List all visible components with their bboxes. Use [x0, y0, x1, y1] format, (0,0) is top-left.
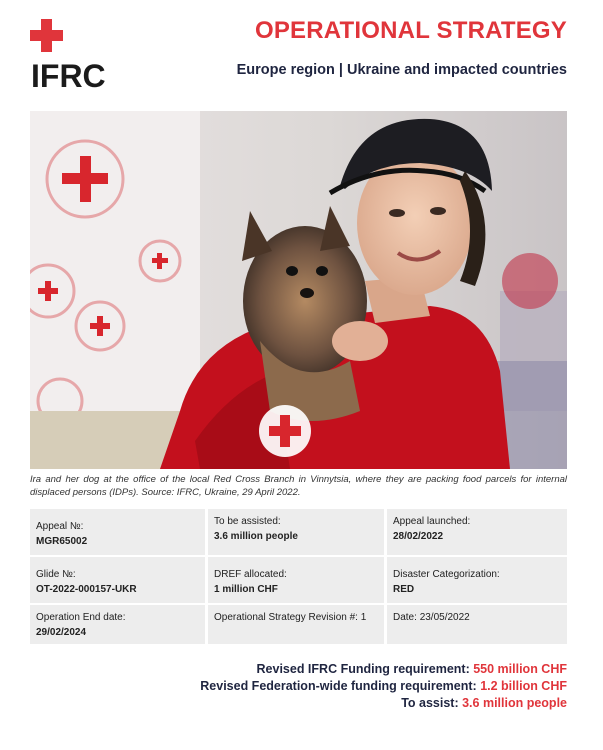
- appeal-number-cell: [30, 509, 205, 555]
- document-title: OPERATIONAL STRATEGY: [254, 17, 567, 44]
- operation-end-date-cell: [30, 605, 205, 644]
- ifrc-funding-value: 550 million CHF: [473, 662, 567, 676]
- strategy-revision-value: 1: [360, 612, 367, 623]
- revision-date-value: 23/05/2022: [419, 612, 470, 623]
- operation-end-date-label: Operation End date:: [36, 612, 126, 623]
- funding-summary: [200, 661, 567, 712]
- revision-date-label: Date:: [393, 612, 417, 623]
- appeal-info-table: [30, 509, 567, 644]
- disaster-categorization-cell: [387, 557, 567, 603]
- photo-caption: Ira and her dog at the office of the local Red Cross Branch in Vinnytsia, where they are packing food parcels for internal displaced persons (IDPs). Source: IFRC, Ukraine, 29 April 2022.: [30, 474, 567, 498]
- ifrc-funding-line: [200, 661, 567, 678]
- federation-funding-value: 1.2 billion CHF: [480, 679, 567, 693]
- federation-funding-line: [200, 678, 567, 695]
- appeal-launched-value: 28/02/2022: [393, 531, 444, 542]
- red-crescent-shape: [77, 17, 96, 55]
- assist-value: 3.6 million people: [462, 696, 567, 710]
- glide-number-value: OT-2022-000157-UKR: [36, 584, 137, 595]
- strategy-revision-label: Operational Strategy Revision #:: [214, 612, 358, 623]
- federation-funding-label: Revised Federation-wide funding requirement:: [200, 679, 477, 693]
- dref-allocated-value: 1 million CHF: [214, 584, 278, 595]
- operation-end-date-value: 29/02/2024: [36, 627, 87, 638]
- ifrc-logo: [30, 15, 110, 94]
- red-cross-horizontal-bar: [30, 30, 63, 41]
- appeal-launched-label: Appeal launched:: [393, 516, 471, 527]
- glide-number-cell: [30, 557, 205, 603]
- ifrc-funding-label: Revised IFRC Funding requirement:: [256, 662, 470, 676]
- strategy-revision-cell: [208, 605, 384, 644]
- logo-wordmark: IFRC: [31, 58, 106, 94]
- to-be-assisted-label: To be assisted:: [214, 516, 281, 527]
- disaster-categorization-value: RED: [393, 584, 415, 595]
- assist-label: To assist:: [401, 696, 459, 710]
- to-be-assisted-value: 3.6 million people: [214, 531, 298, 542]
- revision-date-cell: [387, 605, 567, 644]
- assist-line: [200, 695, 567, 712]
- appeal-launched-cell: [387, 509, 567, 555]
- cover-photo: [30, 111, 567, 469]
- dref-allocated-cell: [208, 557, 384, 603]
- disaster-categorization-label: Disaster Categorization:: [393, 569, 500, 580]
- to-be-assisted-cell: [208, 509, 384, 555]
- dref-allocated-label: DREF allocated:: [214, 569, 287, 580]
- red-cross-crescent-emblem: [30, 15, 110, 59]
- cover-photo-illustration: [30, 111, 567, 469]
- glide-number-label: Glide №:: [36, 569, 76, 580]
- appeal-number-value: MGR65002: [36, 536, 88, 547]
- appeal-number-label: Appeal №:: [36, 521, 84, 532]
- document-subtitle: Europe region | Ukraine and impacted countries: [236, 62, 567, 78]
